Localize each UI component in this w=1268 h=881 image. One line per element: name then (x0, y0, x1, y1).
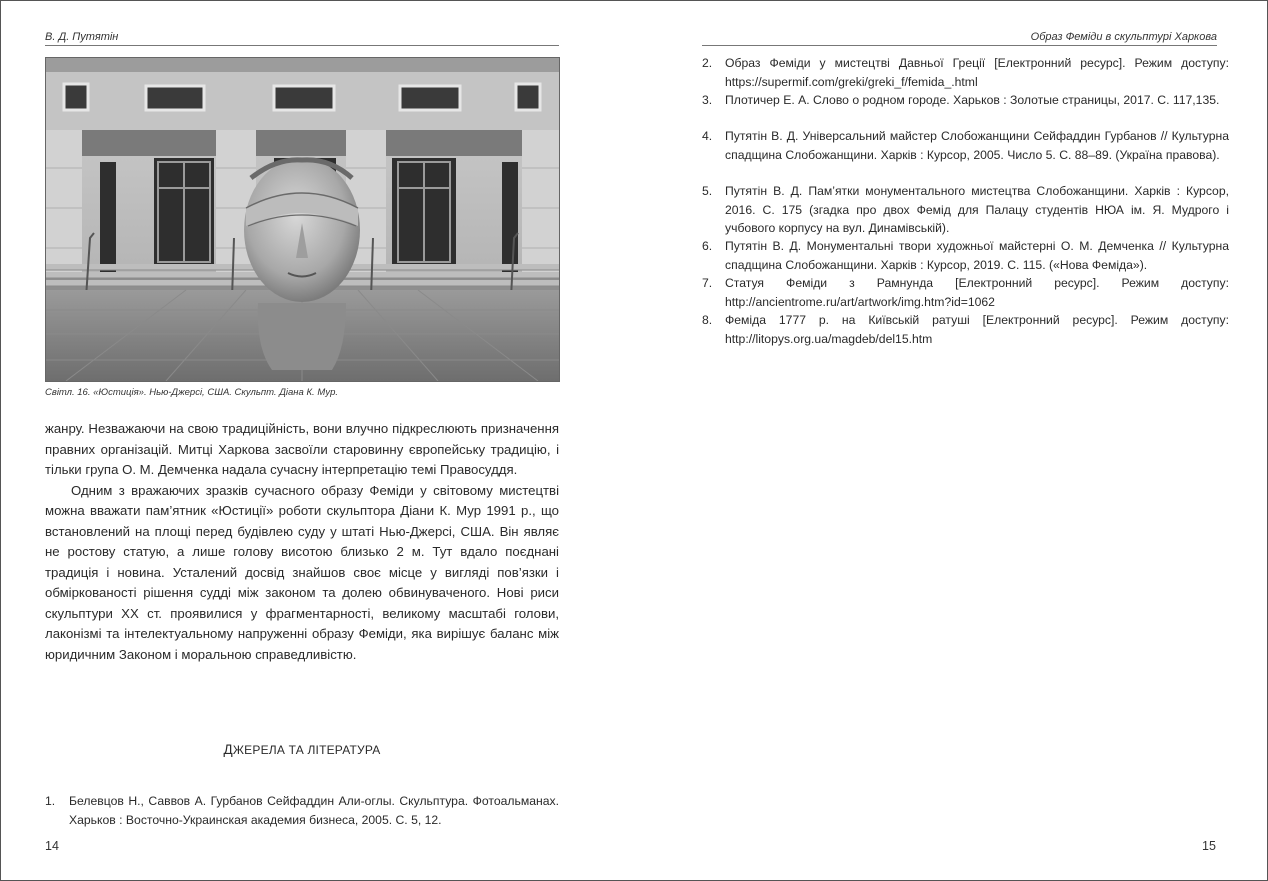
reference-number: 8. (702, 313, 713, 327)
reference-number: 3. (702, 93, 713, 107)
reference-number: 1. (45, 794, 56, 808)
running-head-title: Образ Феміди в скульптурі Харкова (1030, 31, 1217, 43)
justice-sculpture-photo (45, 57, 560, 382)
figure-caption: Світл. 16. «Юстиція». Нью-Джерсі, США. Скульпт. Діана К. Мур. (45, 387, 339, 398)
left-page (1, 1, 634, 880)
reference-number: 2. (702, 56, 713, 70)
page-number-left: 14 (45, 839, 59, 853)
reference-text: Феміда 1777 р. на Київській ратуші [Електронний ресурс]. Режим доступу: http://litopys.org.ua/magdeb/del15.htm (725, 313, 1229, 346)
reference-number: 4. (702, 129, 713, 143)
page-number-right: 15 (1202, 839, 1216, 853)
reference-item (702, 274, 1229, 311)
reference-item (702, 237, 1229, 274)
header-rule (45, 45, 559, 46)
body-paragraph: жанру. Незважаючи на свою традиційність, вони влучно підкреслюють призначення правних організацій. Митці Харкова засвоїли старовинну європейську традицію, і тільки група О. М. Демченка надала сучасну інтерпретацію темі Правосуддя. (45, 421, 559, 477)
body-text (45, 419, 559, 665)
reference-number: 7. (702, 276, 713, 290)
reference-item (702, 91, 1229, 110)
section-heading-rest: ЖЕРЕЛА ТА ЛІТЕРАТУРА (232, 743, 381, 757)
reference-text: Плотичер Е. А. Слово о родном городе. Харьков : Золотые страницы, 2017. С. 117,135. (725, 93, 1220, 107)
body-paragraph: Одним з вражаючих зразків сучасного образу Феміди у світовому мистецтві можна вважати пам’ятник «Юстиції» роботи скульптора Діани К. Мур 1991 р., що встановлений на площі перед будівлею суду у штаті Нью-Джерсі, США. Він являє не ростову статую, а лише голову висотою близько 2 м. Тут вдало поєднані традиція і новина. Усталений досвід знайшов своє місце у вигляді пов’язки і обміркованості рішення судді між законом та долею обвинуваченого. Нові риси скульптури ХХ ст. проявилися у фрагментарності, великому масштабі голови, лаконізмі та інтелектуальному напруженні образу Феміди, яка вирішує баланс між юридичним Законом і моральною справедливістю. (45, 482, 559, 662)
right-page (634, 1, 1267, 880)
reference-item (702, 311, 1229, 348)
reference-number: 5. (702, 184, 713, 198)
header-rule (702, 45, 1217, 46)
reference-item (702, 182, 1229, 238)
reference-text: Путятін В. Д. Пам’ятки монументального мистецтва Слобожанщини. Харків : Курсор, 2016. С. 175 (згадка про двох Фемід для Палацу студентів НЮА ім. Я. Мудрого і учбового корпусу на вул. Динамівській). (725, 184, 1229, 235)
reference-text: Статуя Феміди з Рамнунда [Електронний ресурс]. Режим доступу: http://ancientrome.ru/art/artwork/img.htm?id=1062 (725, 276, 1229, 309)
section-heading-initial: Д (223, 742, 233, 757)
reference-number: 6. (702, 239, 713, 253)
reference-item (702, 54, 1229, 91)
running-head-author: В. Д. Путятін (45, 31, 119, 43)
reference-text: Путятін В. Д. Універсальний майстер Слобожанщини Сейфаддин Гурбанов // Культурна спадщина Слобожанщини. Харків : Курсор, 2005. Число 5. С. 88–89. (Україна правова). (725, 129, 1229, 162)
section-heading (45, 742, 559, 757)
reference-item (45, 792, 559, 829)
reference-text: Белевцов Н., Саввов А. Гурбанов Сейфаддин Али-оглы. Скульптура. Фотоальманах. Харьков : Восточно-Украинская академия бизнеса, 2005. С. 5, 12. (69, 794, 559, 827)
reference-text: Путятін В. Д. Монументальні твори художньої майстерні О. М. Демченка // Культурна спадщина Слобожанщини. Харків : Курсор, 2019. С. 115. («Нова Феміда»). (725, 239, 1229, 272)
reference-item (702, 127, 1229, 164)
reference-text: Образ Феміди у мистецтві Давньої Греції [Електронний ресурс]. Режим доступу: https://supermif.com/greki/greki_f/femida_.html (725, 56, 1229, 89)
